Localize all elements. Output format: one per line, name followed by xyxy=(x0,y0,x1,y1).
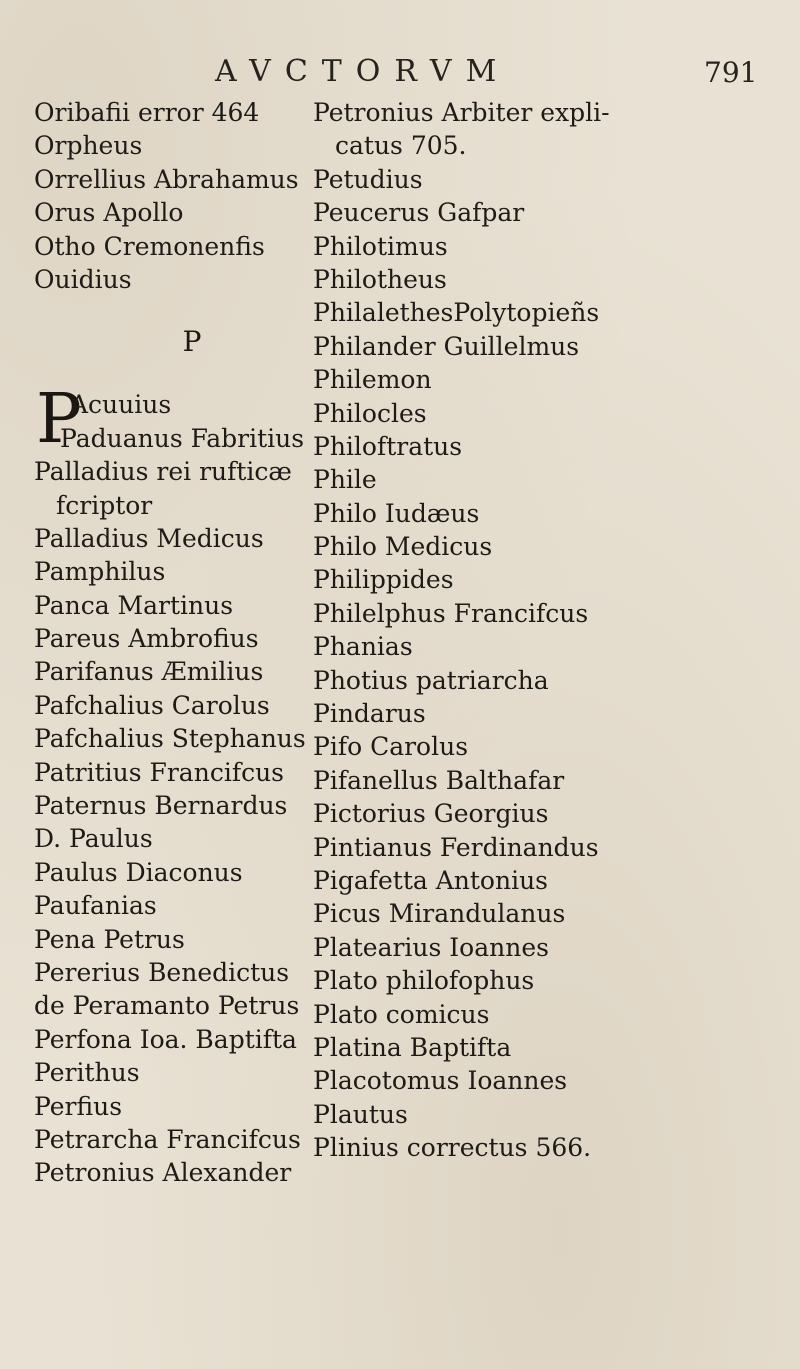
index-entry: Pareus Ambrofius xyxy=(34,624,259,654)
page-number: 791 xyxy=(704,56,758,89)
index-entry-continuation: fcriptor xyxy=(56,490,153,520)
index-entry: Placotomus Ioannes xyxy=(313,1066,568,1096)
index-entry: Parifanus Æmilius xyxy=(34,657,264,687)
index-entry: Philoftratus xyxy=(313,431,463,461)
index-entry: Phanias xyxy=(313,632,413,662)
index-entry: Ouidius xyxy=(34,264,132,294)
index-entry: Philocles xyxy=(313,398,427,428)
running-head: AVCTORVM xyxy=(215,54,511,89)
index-entry: Pigafetta Antonius xyxy=(313,865,548,895)
index-entry: Paulus Diaconus xyxy=(34,857,243,887)
index-entry: Philo Iudæus xyxy=(313,498,480,528)
index-entry: Plato comicus xyxy=(313,999,490,1029)
index-entry: Orpheus xyxy=(34,131,143,161)
index-entry: Pictorius Georgius xyxy=(313,799,549,829)
index-entry: Photius patriarcha xyxy=(313,665,549,695)
index-entry: Pafchalius Carolus xyxy=(34,690,270,720)
index-entry: Picus Mirandulanus xyxy=(313,899,566,929)
section-letter: P xyxy=(182,325,202,359)
index-entry: Plato philofophus xyxy=(313,966,535,996)
index-entry: Paufanias xyxy=(34,891,157,921)
index-column-left xyxy=(34,96,334,1190)
index-entry: Philander Guillelmus xyxy=(313,331,580,361)
index-entry-continuation: catus 705. xyxy=(335,131,467,161)
index-entry: Petronius Arbiter expli- xyxy=(313,98,610,127)
index-entry: Pifanellus Balthafar xyxy=(313,765,565,795)
index-entry: Patritius Francifcus xyxy=(34,757,284,787)
index-entry: Orrellius Abrahamus xyxy=(34,164,299,194)
index-entry: Philelphus Francifcus xyxy=(313,598,589,628)
index-entry: Panca Martinus xyxy=(34,590,234,620)
index-entry: Paternus Bernardus xyxy=(34,791,288,821)
index-entry: Paduanus Fabritius xyxy=(60,423,305,453)
index-entry: Perfius xyxy=(34,1091,123,1121)
index-entry: Philotheus xyxy=(313,264,447,294)
index-entry: Perfona Ioa. Baptifta xyxy=(34,1024,297,1054)
index-entry: Pererius Benedictus xyxy=(34,958,290,987)
index-entry: Petrarcha Francifcus xyxy=(34,1124,301,1154)
index-entry: Otho Cremonenfis xyxy=(34,231,265,261)
index-entry: Pafchalius Stephanus xyxy=(34,724,306,754)
index-entry: Philippides xyxy=(313,565,454,595)
index-entry: Peucerus Gafpar xyxy=(313,198,525,228)
index-entry: PhilalethesPolytopieñs xyxy=(313,298,600,328)
index-entry: Orus Apollo xyxy=(34,198,184,228)
index-entry: Perithus xyxy=(34,1058,140,1088)
index-entry: Phile xyxy=(313,465,377,495)
dropcap-block xyxy=(34,380,334,460)
index-column-right xyxy=(313,96,783,1165)
index-entry: Platearius Ioannes xyxy=(313,932,549,962)
index-entry: Philemon xyxy=(313,365,432,395)
index-entry: Plinius correctus 566. xyxy=(313,1133,592,1163)
index-entry: Plautus xyxy=(313,1099,408,1129)
index-entry: Philotimus xyxy=(313,231,448,261)
index-entry: Petudius xyxy=(313,164,423,194)
page-header xyxy=(0,54,800,94)
index-entry: Oribafii error 464 xyxy=(34,98,260,127)
index-entry: Pena Petrus xyxy=(34,924,185,954)
index-entry: Pifo Carolus xyxy=(313,732,469,762)
index-entry: Palladius rei rufticæ xyxy=(34,457,292,487)
index-entry: Petronius Alexander xyxy=(34,1158,292,1188)
index-entry: D. Paulus xyxy=(34,824,153,854)
index-entry: Palladius Medicus xyxy=(34,523,264,553)
index-entry: Platina Baptifta xyxy=(313,1032,512,1062)
index-entry: de Peramanto Petrus xyxy=(34,991,300,1021)
index-entry: Philo Medicus xyxy=(313,532,493,562)
index-entry: Pindarus xyxy=(313,699,426,729)
index-entry: Acuuius xyxy=(70,390,172,420)
index-entry: Pamphilus xyxy=(34,557,166,587)
index-entry: Pintianus Ferdinandus xyxy=(313,832,599,862)
drop-cap: P xyxy=(36,380,82,460)
